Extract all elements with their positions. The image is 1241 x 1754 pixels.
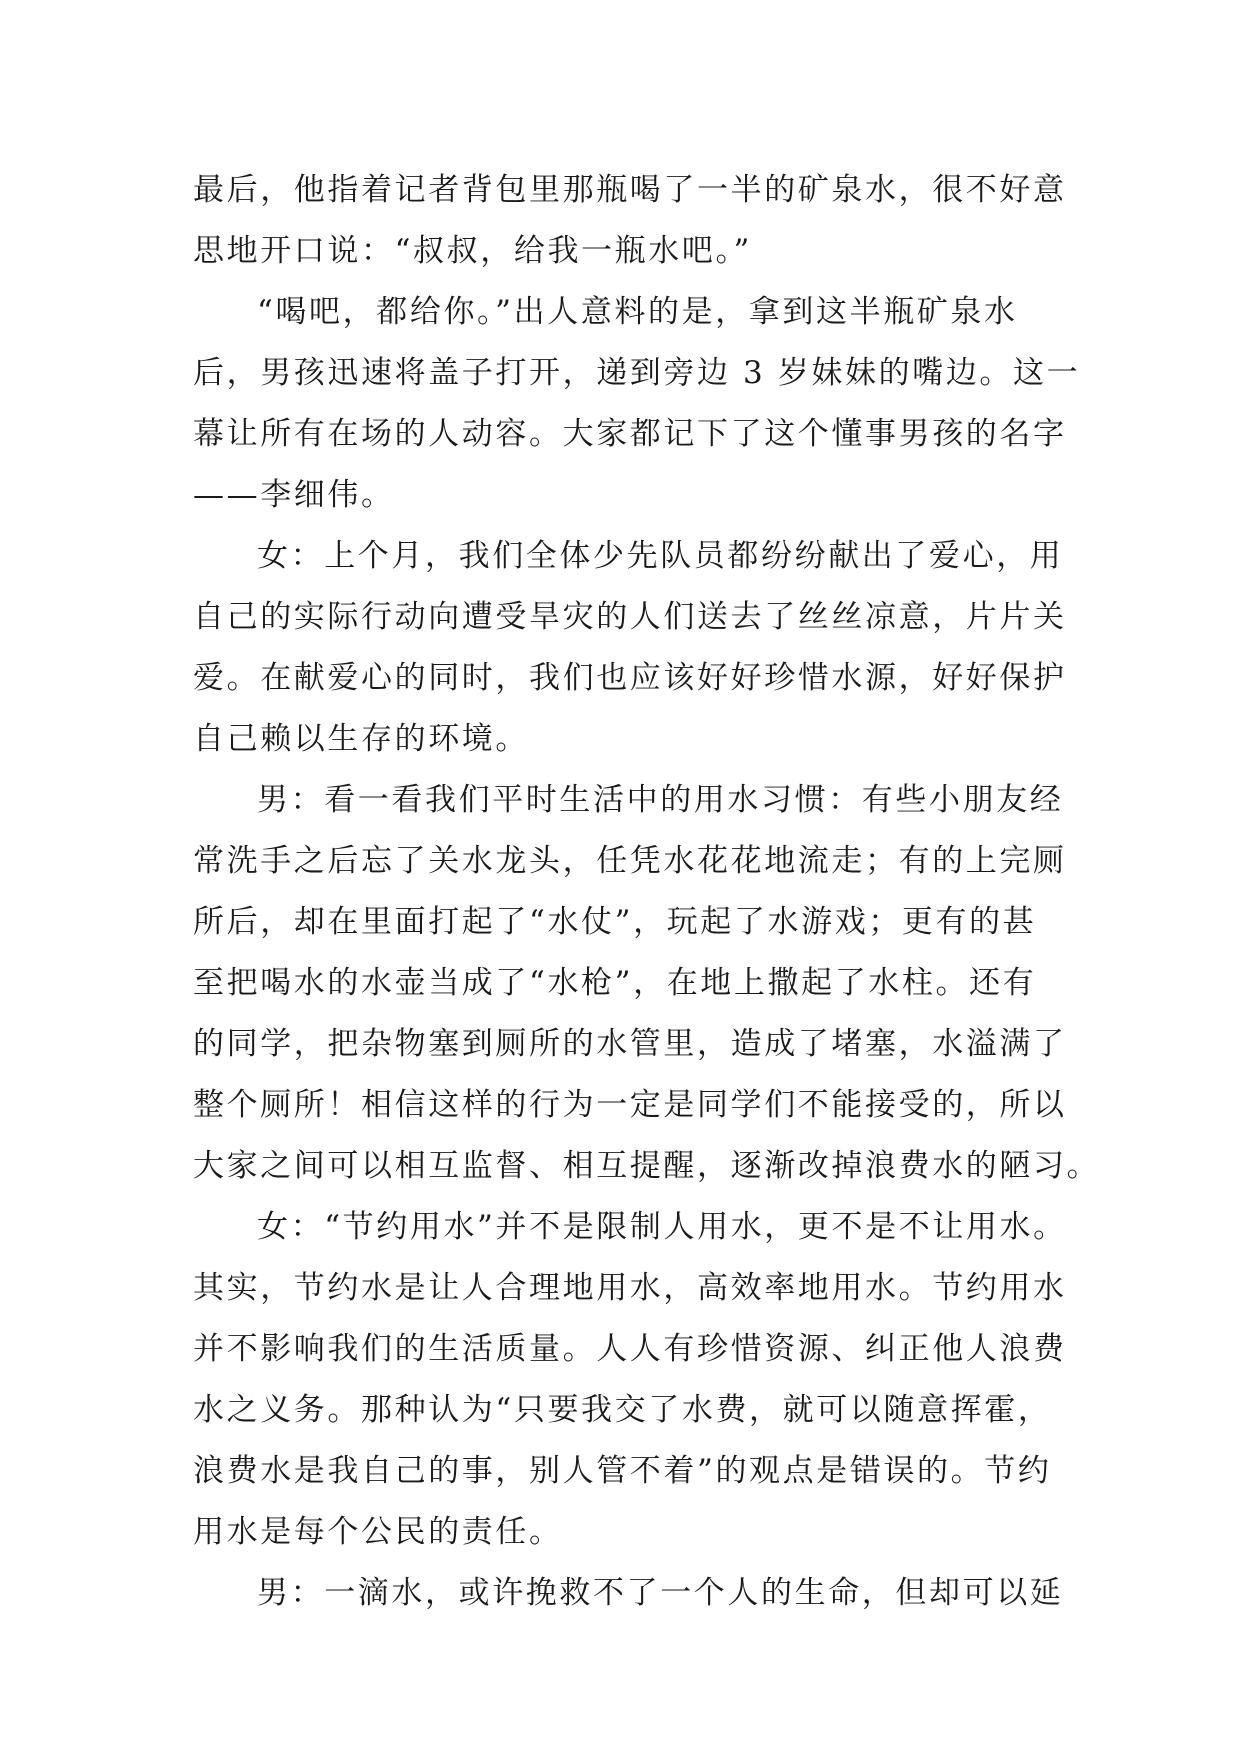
document-body [193,160,1101,1624]
text-line: 并不影响我们的生活质量。人人有珍惜资源、纠正他人浪费 [193,1331,1067,1367]
text-line: 大家之间可以相互监督、相互提醒，逐渐改掉浪费水的陋习。 [193,1148,1101,1184]
text-line: 至把喝水的水壶当成了“水枪”，在地上撒起了水柱。还有 [193,965,1037,1001]
text-line: 所后，却在里面打起了“水仗”，玩起了水游戏；更有的甚 [193,904,1037,940]
paragraph-start-line: “喝吧，都给你。”出人意料的是，拿到这半瓶矿泉水 [257,294,1018,330]
paragraph-start-line: 男：一滴水，或许挽救不了一个人的生命，但却可以延 [257,1575,1064,1611]
paragraph-start-line: 男：看一看我们平时生活中的用水习惯：有些小朋友经 [257,782,1064,818]
text-line: 浪费水是我自己的事，别人管不着”的观点是错误的。节约 [193,1453,1052,1489]
text-line: 思地开口说：“叔叔，给我一瓶水吧。” [193,233,752,269]
paragraph-start-line: 女：“节约用水”并不是限制人用水，更不是不让用水。 [257,1209,1067,1245]
text-line: 爱。在献爱心的同时，我们也应该好好珍惜水源，好好保护 [193,660,1067,696]
text-line: 幕让所有在场的人动容。大家都记下了这个懂事男孩的名字 [193,416,1067,452]
text-line: 其实，节约水是让人合理地用水，高效率地用水。节约用水 [193,1270,1067,1306]
paragraph-start-line: 女：上个月，我们全体少先队员都纷纷献出了爱心，用 [257,538,1064,574]
text-line: 自己赖以生存的环境。 [193,721,529,757]
text-line: 后，男孩迅速将盖子打开，递到旁边 3 岁妹妹的嘴边。这一 [193,355,1081,391]
text-line: 整个厕所！相信这样的行为一定是同学们不能接受的，所以 [193,1087,1067,1123]
text-line: 常洗手之后忘了关水龙头，任凭水花花地流走；有的上完厕 [193,843,1067,879]
text-line: 用水是每个公民的责任。 [193,1514,563,1550]
text-line: 自己的实际行动向遭受旱灾的人们送去了丝丝凉意，片片关 [193,599,1067,635]
text-line: ——李细伟。 [193,477,395,513]
text-line: 的同学，把杂物塞到厕所的水管里，造成了堵塞，水溢满了 [193,1026,1067,1062]
text-line: 最后，他指着记者背包里那瓶喝了一半的矿泉水，很不好意 [193,172,1067,208]
text-line: 水之义务。那种认为“只要我交了水费，就可以随意挥霍， [193,1392,1052,1428]
